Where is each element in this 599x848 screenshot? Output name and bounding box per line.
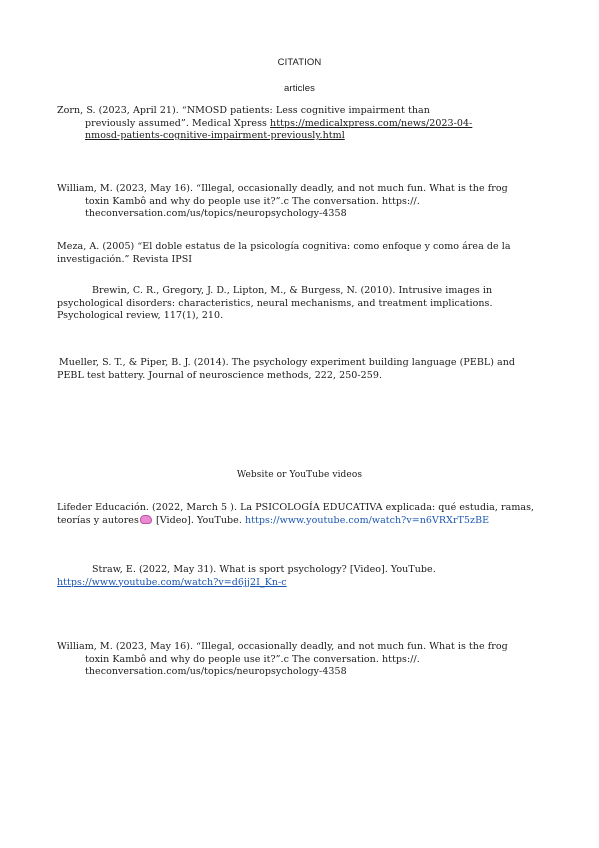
section-heading-articles: articles [284, 83, 315, 94]
citation-entry-mueller [57, 357, 542, 382]
citation-text: Brewin, C. R., Gregory, J. D., Lipton, M., & Burgess, N. (2010). Intrusive images in psychological disorders: characteristics, neural mechanisms, and treatment implications. Psychological review, 117(1), 210. [57, 285, 493, 321]
citation-text-after: [Video]. YouTube. [152, 514, 245, 526]
citation-text: Straw, E. (2022, May 31). What is sport psychology? [Video]. YouTube. [92, 564, 436, 575]
video-link-straw[interactable]: https://www.youtube.com/watch?v=d6jj2I_Kn-c [57, 576, 287, 588]
citation-text: Mueller, S. T., & Piper, B. J. (2014). The psychology experiment building language (PEBL) and PEBL test battery. Journal of neuroscience methods, 222, 250-259. [57, 357, 516, 381]
citation-entry-meza [57, 241, 542, 266]
citation-text: Lifeder Educación. (2022, March 5 ). La PSICOLOGÍA EDUCATIVA explicada: qué estudia, ramas, teorías y autores [57, 502, 535, 526]
section-heading-videos: Website or YouTube videos [236, 470, 363, 480]
citation-url[interactable]: https://medicalxpress.com/news/2023-04-nmosd-patients-cognitive-impairment-previously.html [85, 117, 473, 141]
citation-entry-brewin [57, 285, 542, 323]
citation-text: William, M. (2023, May 16). “Illegal, occasionally deadly, and not much fun. What is the frog toxin Kambô and why do people use it?”.c The conversation. https://. theconversation.com/us/topics/neuropsychology-4358 [57, 183, 508, 219]
brain-icon [140, 515, 152, 524]
citation-entry-william-repeat [57, 641, 520, 679]
video-link-lifeder[interactable]: https://www.youtube.com/watch?v=n6VRXrT5zBE [244, 514, 490, 526]
citation-entry-lifeder [57, 502, 542, 527]
citation-entry-zorn [57, 105, 477, 143]
citation-text: Zorn, S. (2023, April 21). “NMOSD patients: Less cognitive impairment than previously assumed”. Medical Xpress [57, 105, 430, 129]
citation-entry-william [57, 183, 520, 221]
citation-text: Meza, A. (2005) “El doble estatus de la psicología cognitiva: como enfoque y como área de la investigación.” Revista IPSI [57, 241, 511, 265]
document-title: CITATION [277, 57, 322, 68]
citation-entry-straw [57, 564, 542, 589]
citation-text: William, M. (2023, May 16). “Illegal, occasionally deadly, and not much fun. What is the frog toxin Kambô and why do people use it?”.c The conversation. https://. theconversation.com/us/topics/neuropsychology-4358 [57, 641, 508, 677]
